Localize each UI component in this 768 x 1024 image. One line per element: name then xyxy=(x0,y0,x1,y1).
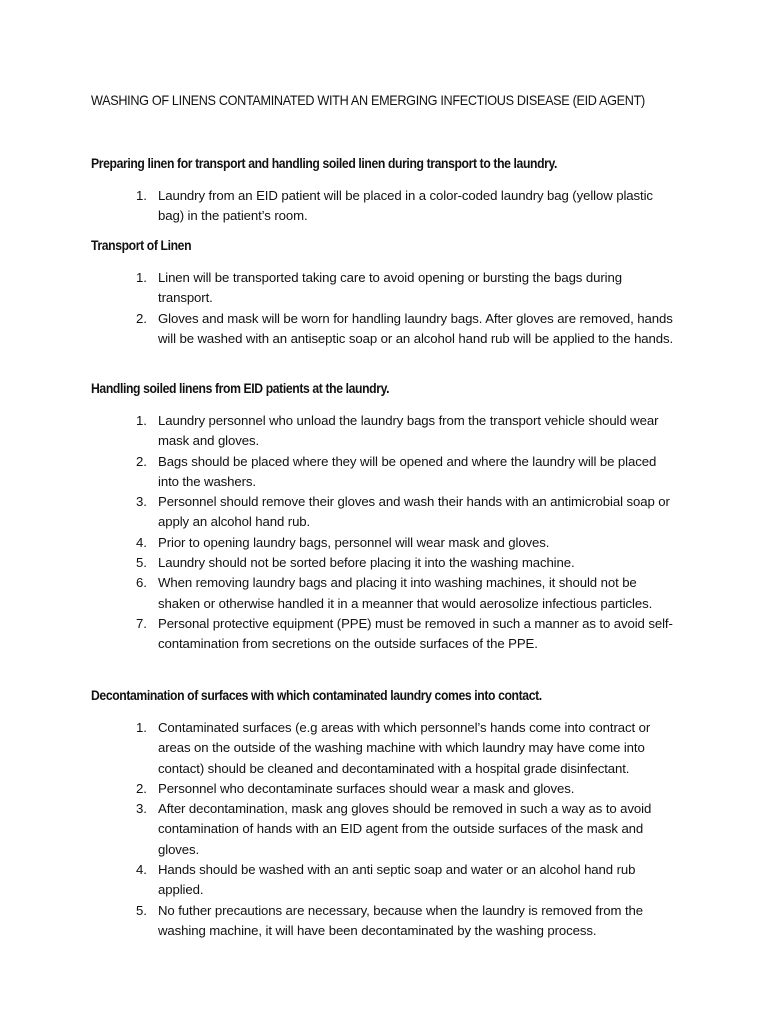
list-text: Hands should be washed with an anti septic soap and water or an alcohol hand rub applied. xyxy=(158,862,636,898)
section-heading: Decontamination of surfaces with which contaminated laundry comes into contact. xyxy=(91,688,542,704)
list-number: 5. xyxy=(136,555,147,571)
list-item xyxy=(91,411,691,452)
numbered-list xyxy=(91,268,691,349)
list-item xyxy=(91,452,691,493)
list-text: Laundry should not be sorted before placing it into the washing machine. xyxy=(158,555,575,571)
list-text: Personnel should remove their gloves and wash their hands with an antimicrobial soap or apply an alcohol hand rub. xyxy=(158,494,670,530)
list-item xyxy=(91,309,691,350)
list-number: 2. xyxy=(136,310,147,326)
list-item xyxy=(91,614,691,655)
list-text: Linen will be transported taking care to avoid opening or bursting the bags during transport. xyxy=(158,270,622,306)
list-item xyxy=(91,779,691,799)
list-text: Laundry from an EID patient will be placed in a color-coded laundry bag (yellow plastic bag) in the patient’s room. xyxy=(158,188,653,224)
section-heading: Transport of Linen xyxy=(91,238,192,254)
list-text: No futher precautions are necessary, because when the laundry is removed from the washing machine, it will have been decontaminated by the washing process. xyxy=(158,902,643,938)
list-number: 6. xyxy=(136,575,147,591)
list-item xyxy=(91,573,691,614)
list-number: 7. xyxy=(136,615,147,631)
list-number: 3. xyxy=(136,801,147,817)
list-text: When removing laundry bags and placing it into washing machines, it should not be shaken or otherwise handled it in a meanner that would aerosolize infectious particles. xyxy=(158,575,653,611)
numbered-list xyxy=(91,186,691,227)
list-number: 3. xyxy=(136,494,147,510)
list-text: Prior to opening laundry bags, personnel will wear mask and gloves. xyxy=(158,534,550,550)
numbered-list xyxy=(91,411,691,655)
list-text: Bags should be placed where they will be opened and where the laundry will be placed into the washers. xyxy=(158,453,657,489)
section-decontamination-of-surfaces xyxy=(91,687,691,941)
list-item xyxy=(91,533,691,553)
section-handling-soiled-linens xyxy=(91,380,691,655)
list-text: Contaminated surfaces (e.g areas with which personnel’s hands come into contract or areas on the outside of the washing machine with which laundry may have come into contact) should be cleaned and decontaminated with a hospital grade disinfectant. xyxy=(158,720,651,776)
list-number: 4. xyxy=(136,862,147,878)
list-item xyxy=(91,186,691,227)
section-heading: Handling soiled linens from EID patients at the laundry. xyxy=(91,381,390,397)
list-item xyxy=(91,553,691,573)
list-number: 1. xyxy=(136,270,147,285)
list-item xyxy=(91,718,691,779)
list-number: 5. xyxy=(136,902,147,918)
numbered-list xyxy=(91,718,691,941)
list-text: Gloves and mask will be worn for handling laundry bags. After gloves are removed, hands will be washed with an antiseptic soap or an alcohol hand rub will be applied to the hands. xyxy=(158,310,674,346)
list-text: Personal protective equipment (PPE) must be removed in such a manner as to avoid self-contamination from secretions on the outside surfaces of the PPE. xyxy=(158,615,673,652)
list-text: After decontamination, mask ang gloves should be removed in such a way as to avoid contamination of hands with an EID agent from the outside surfaces of the mask and gloves. xyxy=(158,801,652,857)
document-title: WASHING OF LINENS CONTAMINATED WITH AN EMERGING INFECTIOUS DISEASE (EID AGENT) xyxy=(91,93,645,108)
list-number: 1. xyxy=(136,720,147,735)
list-number: 4. xyxy=(136,534,147,550)
list-item xyxy=(91,799,691,860)
list-item xyxy=(91,901,691,942)
section-preparing-linen xyxy=(91,155,691,227)
section-transport-of-linen xyxy=(91,237,691,349)
list-item xyxy=(91,268,691,309)
list-number: 1. xyxy=(136,188,147,203)
list-text: Laundry personnel who unload the laundry bags from the transport vehicle should wear mask and gloves. xyxy=(158,413,659,449)
list-number: 1. xyxy=(136,413,147,428)
list-number: 2. xyxy=(136,453,147,469)
list-text: Personnel who decontaminate surfaces should wear a mask and gloves. xyxy=(158,780,575,796)
list-item xyxy=(91,492,691,533)
list-item xyxy=(91,860,691,901)
list-number: 2. xyxy=(136,780,147,796)
section-heading: Preparing linen for transport and handling soiled linen during transport to the laundry. xyxy=(91,156,557,172)
